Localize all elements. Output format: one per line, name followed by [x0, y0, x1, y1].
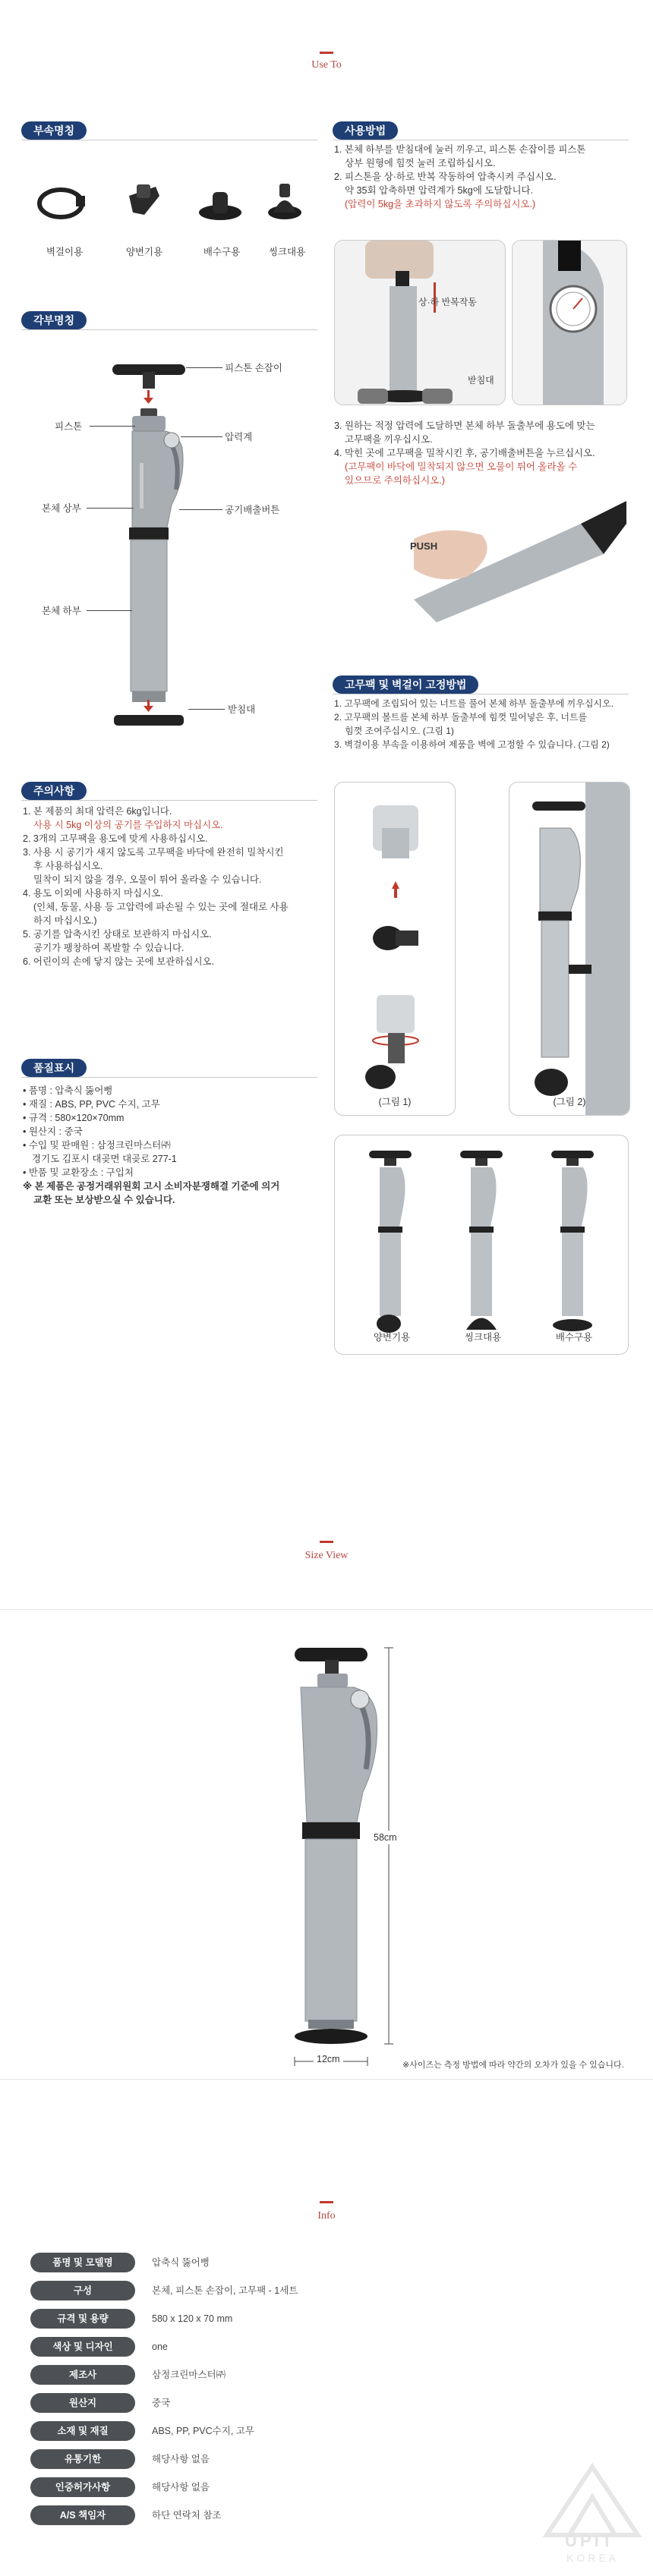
info-key: 품명 및 모델명 [30, 2253, 135, 2272]
fix-title: 고무팩 및 벽걸이 고정방법 [333, 675, 478, 694]
fix-figure-2 [509, 782, 630, 1116]
info-key: A/S 책임자 [30, 2505, 135, 2525]
info-key: 소재 및 재질 [30, 2421, 135, 2441]
caution-title: 주의사항 [21, 782, 87, 800]
push-label: PUSH [410, 540, 438, 552]
variants-box [334, 1135, 629, 1355]
divider [21, 800, 317, 801]
info-value: 삼정크린마스터㈜ [152, 2370, 226, 2380]
label-piston: 피스톤 [55, 421, 83, 432]
caution-text: 1. 본 제품의 최대 압력은 6kg입니다. 사용 시 5kg 이상의 공기를 주입하지 마십시오. 2. 3개의 고무팩을 용도에 맞게 사용하십시오. 3. 사용 시 공기가 새지 않도록 고무팩을 바닥에 완전히 밀착시킨 후 사용하십시오. 밀착이 되지 않을 경우, 오물이 튀어 올라올 수 있습니다. 4. 용도 이외에 사용하지 마십시오. (인체, 동물, 사용 등 고압력에 파손될 수 있는 곳에 절대로 사용 하지 마십시오.) 5. 공기를 압축시킨 상태로 보관하지 마십시오. 공기가 팽창하여 폭발할 수 있습니다. 6. 어린이의 손에 닿지 않는 곳에 보관하십시오. [23, 806, 289, 967]
info-row [30, 2505, 623, 2525]
size-view-panel [0, 1609, 653, 2080]
variant-label-toilet: 양변기용 [373, 1332, 411, 1343]
info-title: Info [317, 2210, 336, 2222]
leader-line [188, 709, 225, 710]
info-row [30, 2281, 623, 2300]
size-view-title: Size View [304, 1550, 349, 1561]
part-label-drain: 배수구용 [203, 247, 241, 257]
info-row [30, 2449, 623, 2469]
info-row [30, 2421, 623, 2441]
size-width-label: 12cm [314, 2054, 343, 2064]
quality-text: • 품명 : 압축식 뚫어뻥 • 재질 : ABS, PP, PVC 수지, 고무 • 규격 : 580×120×70mm • 원산지 : 중국 • 수입 및 판매원 : 삼정크린마스터㈜ 경기도 김포시 대곶면 대곶로 277-1 • 반품 및 교환장소 : 구입처 ※ 본 제품은 공정거래위원회 고시 소비자분쟁해결 기준에 의거 교환 또는 보상받으실 수 있습니다. [23, 1085, 280, 1205]
info-key: 원산지 [30, 2393, 135, 2413]
info-row [30, 2309, 623, 2329]
variant-label-sink: 씽크대용 [464, 1332, 502, 1343]
section-marker [320, 2201, 333, 2203]
label-lower-body: 본체 하부 [42, 606, 81, 616]
names-title: 각부명칭 [21, 311, 87, 329]
label-base-img: 받침대 [468, 375, 494, 386]
info-key: 규격 및 용량 [30, 2309, 135, 2329]
label-upper-body: 본체 상부 [42, 503, 81, 514]
info-row [30, 2393, 623, 2413]
fix-text: 1. 고무팩에 조립되어 있는 너트를 풀어 본체 하부 돌출부에 끼우십시오. 2. 고무팩의 볼트를 본체 하부 돌출부에 힘껏 밀어넣은 후, 너트를 힘껏 조여주십시오. (그림 1) 3. 벽걸이용 부속을 이용하여 제품을 벽에 고정할 수 있습니다. (그림 2) [334, 698, 614, 750]
leader-line [90, 426, 135, 427]
label-base: 받침대 [228, 704, 256, 715]
howto-title: 사용방법 [333, 121, 398, 140]
figure-2-caption: (그림 2) [553, 1097, 586, 1107]
label-piston-handle: 피스톤 손잡이 [225, 363, 282, 373]
info-value: 해당사항 없음 [152, 2482, 210, 2493]
use-to-title: Use To [311, 59, 342, 71]
info-row [30, 2253, 623, 2272]
quality-title: 품질표시 [21, 1059, 87, 1077]
info-key: 색상 및 디자인 [30, 2337, 135, 2357]
parts-title: 부속명칭 [21, 121, 87, 140]
leader-line [87, 508, 134, 509]
label-air-release: 공기배출버튼 [225, 505, 280, 515]
fix-figure-1 [334, 782, 456, 1116]
howto-image-1 [334, 240, 506, 405]
wall-mount-ring [39, 190, 82, 217]
watermark-text-2: KOREA [566, 2552, 620, 2564]
howto-image-3 [399, 493, 626, 630]
label-repeat: 상·하 반복작동 [418, 297, 477, 307]
info-value: 580 x 120 x 70 mm [152, 2313, 233, 2324]
info-value: 하단 연락처 참조 [152, 2510, 222, 2521]
howto-text-1: 1. 본체 하부를 받침대에 눌러 끼우고, 피스톤 손잡이를 피스톤 상부 원형에 힘껏 눌러 조립하십시오. 2. 피스톤을 상·하로 반복 작동하여 압축시켜 주십시오. 약 35회 압축하면 압력계가 5kg에 도달합니다. (압력이 5kg을 초과하지 않도록 주의하십시오.) [334, 144, 586, 209]
variant-label-drain: 배수구용 [555, 1332, 593, 1343]
product-diagram [99, 349, 220, 744]
leader-line [186, 367, 222, 368]
info-value: ABS, PP, PVC수지, 고무 [152, 2426, 254, 2436]
info-row [30, 2477, 623, 2497]
info-value: 해당사항 없음 [152, 2454, 210, 2464]
info-value: 중국 [152, 2398, 171, 2408]
info-row [30, 2337, 623, 2357]
info-row [30, 2365, 623, 2385]
info-key: 제조사 [30, 2365, 135, 2385]
info-value: 압축식 뚫어뻥 [152, 2257, 210, 2268]
parts-illustration [23, 173, 319, 241]
leader-line [87, 610, 132, 611]
part-label-wall: 벽걸이용 [46, 247, 84, 257]
divider [21, 329, 317, 330]
info-key: 인증허가사항 [30, 2477, 135, 2497]
divider [21, 1077, 317, 1078]
info-value: 본체, 피스톤 손잡이, 고무팩 - 1세트 [152, 2285, 298, 2296]
howto-image-2 [512, 240, 627, 405]
howto-text-2: 3. 원하는 적정 압력에 도달하면 본체 하부 돌출부에 용도에 맞는 고무팩을 끼우십시오. 4. 막힌 곳에 고무팩을 밀착시킨 후, 공기배출버튼을 누르십시오. (고무팩이 바닥에 밀착되지 않으면 오물이 튀어 올라올 수 있으므로 주의하십시오.) [334, 420, 595, 486]
section-marker [320, 52, 333, 54]
figure-1-caption: (그림 1) [378, 1097, 412, 1107]
leader-line [181, 436, 222, 437]
info-key: 유통기한 [30, 2449, 135, 2469]
size-note: ※사이즈는 측정 방법에 따라 약간의 오차가 있을 수 있습니다. [402, 2061, 624, 2070]
watermark-text: UPIT [565, 2531, 616, 2550]
size-height-label: 58cm [374, 1832, 397, 1843]
part-label-sink: 씽크대용 [268, 247, 306, 257]
info-key: 구성 [30, 2281, 135, 2300]
leader-line [179, 509, 222, 510]
part-label-toilet: 양변기용 [125, 247, 163, 257]
info-value: one [152, 2341, 168, 2352]
label-pressure-gauge: 압력계 [225, 432, 253, 442]
section-marker [320, 1541, 333, 1543]
